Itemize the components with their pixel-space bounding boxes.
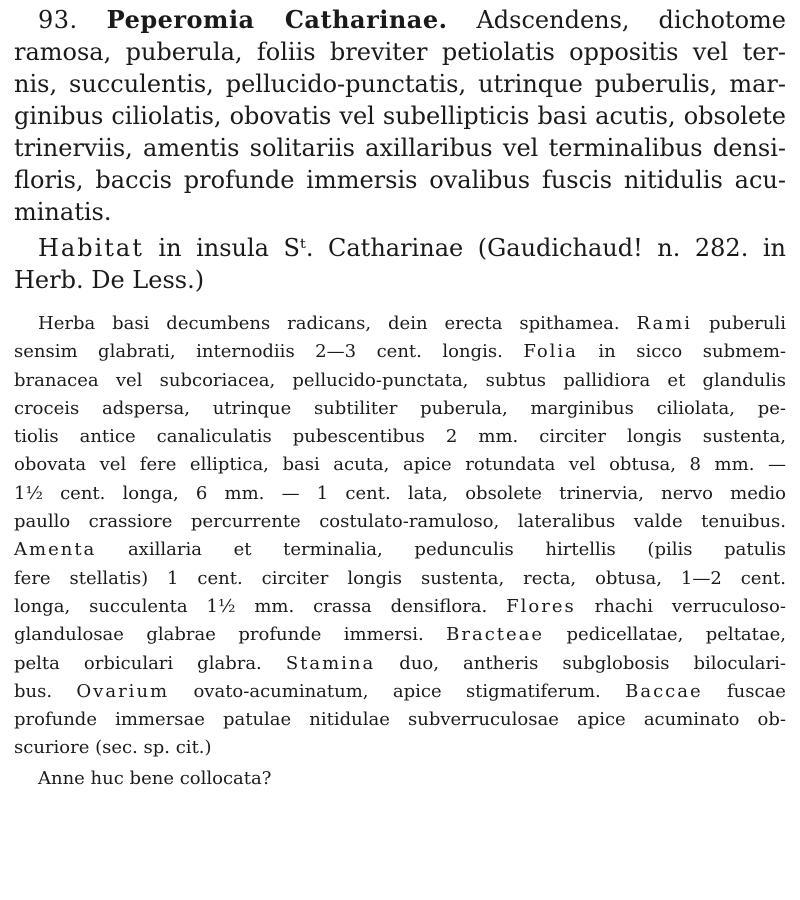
- habitat-text: in insula Sᵗ. Catharinae (Gaudichaud! n. 282. in: [158, 234, 786, 262]
- term-amenta: Amenta: [14, 539, 97, 561]
- description-line-14: bus. Ovarium ovato-acuminatum, apice stigmatiferum. Baccae fuscae: [14, 680, 786, 702]
- query-paragraph: [14, 765, 786, 793]
- entry-number: 93.: [38, 6, 78, 34]
- description-line-16: scuriore (sec. sp. cit.): [14, 737, 212, 759]
- term-rami: Rami: [636, 313, 693, 334]
- query-text: Anne huc bene collocata?: [38, 767, 272, 789]
- diagnosis-line-2: ramosa, puberula, foliis breviter petiolatis oppositis vel ter-: [14, 38, 786, 66]
- description-line-15: profunde immersae patulae nitidulae subverruculosae apice acuminato ob-: [14, 709, 786, 731]
- diagnosis-line-5: trinerviis, amentis solitariis axillaribus vel terminalibus densi-: [14, 134, 786, 162]
- description-line-5: tiolis antice canaliculatis pubescentibus 2 mm. circiter longis sustenta,: [14, 426, 786, 448]
- query-line: [14, 765, 786, 793]
- term-folia: Folia: [523, 341, 578, 363]
- description-line-6: obovata vel fere elliptica, basi acuta, apice rotundata vel obtusa, 8 mm. —: [14, 454, 786, 476]
- description-paragraph: [14, 310, 786, 763]
- term-baccae: Baccae: [625, 680, 703, 702]
- habitat-label: Habitat: [38, 234, 144, 262]
- description-line-13: pelta orbiculari glabra. Stamina duo, antheris subglobosis biloculari-: [14, 652, 786, 674]
- diagnosis-line-7: minatis.: [14, 198, 112, 226]
- description-line-9: Amenta axillaria et terminalia, pedunculis hirtellis (pilis patulis: [14, 539, 786, 561]
- diagnosis-line-3: nis, succulentis, pellucido-punctatis, utrinque puberulis, mar-: [14, 70, 786, 98]
- habitat-line-2: Herb. De Less.): [14, 266, 205, 294]
- diagnosis-paragraph: [14, 4, 786, 228]
- description-line-12: glandulosae glabrae profunde immersi. Bracteae pedicellatae, peltatae,: [14, 624, 786, 646]
- term-ovarium: Ovarium: [76, 680, 170, 702]
- term-stamina: Stamina: [285, 652, 376, 674]
- description-line-2: sensim glabrati, internodiis 2—3 cent. longis. Folia in sicco submem-: [14, 341, 786, 363]
- term-flores: Flores: [506, 595, 576, 617]
- habitat-line-1: [14, 232, 786, 264]
- description-line-3: branacea vel subcoriacea, pellucido-punctata, subtus pallidiora et glandulis: [14, 369, 786, 391]
- diagnosis-line-6: floris, baccis profunde immersis ovalibus fuscis nitidulis acu-: [14, 166, 786, 194]
- habitat-paragraph: [14, 232, 786, 296]
- diagnosis-text: Adscendens, dichotome: [476, 6, 786, 34]
- description-line-7: 1½ cent. longa, 6 mm. — 1 cent. lata, obsolete trinervia, nervo medio: [14, 482, 786, 504]
- description-line-11: longa, succulenta 1½ mm. crassa densiflora. Flores rhachi verruculoso-: [14, 595, 786, 617]
- description-line-8: paullo crassiore percurrente costulato-ramuloso, lateralibus valde tenuibus.: [14, 511, 786, 533]
- diagnosis-line-4: ginibus ciliolatis, obovatis vel subellipticis basi acutis, obsolete: [14, 102, 786, 130]
- description-line-1: Herba basi decumbens radicans, dein erecta spithamea. Rami puberuli: [38, 313, 786, 334]
- description-line-10: fere stellatis) 1 cent. circiter longis sustenta, recta, obtusa, 1—2 cent.: [14, 567, 786, 589]
- species-name: Peperomia Catharinae.: [106, 5, 448, 34]
- term-bracteae: Bracteae: [446, 624, 545, 646]
- description-line-4: croceis adspersa, utrinque subtiliter puberula, marginibus ciliolata, pe-: [14, 397, 786, 419]
- diagnosis-line-1: [14, 4, 786, 36]
